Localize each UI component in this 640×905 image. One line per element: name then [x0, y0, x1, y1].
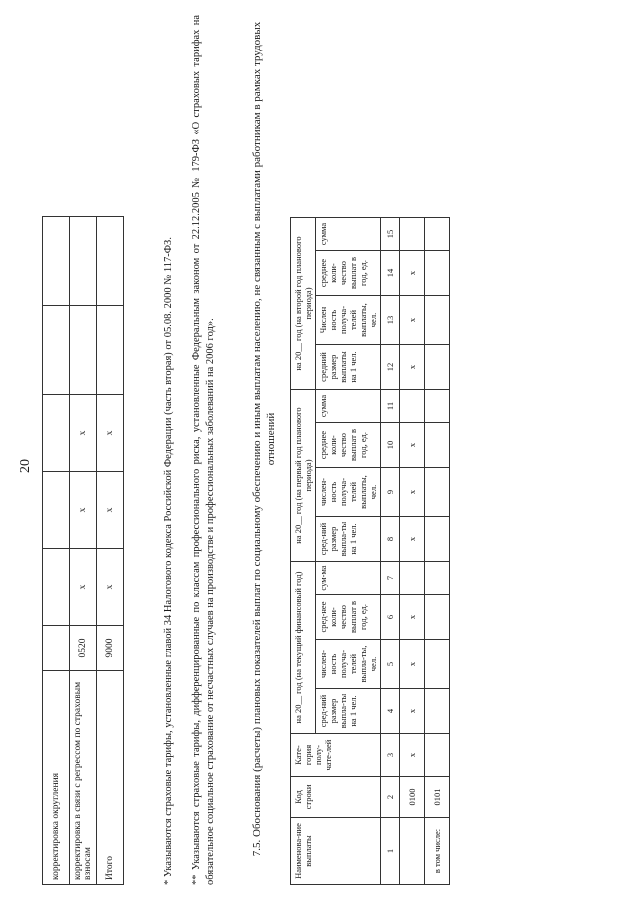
table-cell: x — [97, 549, 124, 626]
subheader-cell: сумма — [316, 218, 381, 251]
table-row — [43, 217, 70, 885]
table-cell — [43, 395, 70, 472]
col-number: 6 — [381, 595, 400, 640]
table-cell — [97, 217, 124, 306]
col-number: 15 — [381, 218, 400, 251]
page-number: 20 — [18, 459, 33, 473]
table-cell: x — [97, 472, 124, 549]
table-cell — [425, 640, 450, 689]
table-row — [97, 217, 124, 885]
subheader-cell: средний размер выплаты на 1 чел. — [316, 345, 381, 390]
footnote-1: * Указываются страховые тарифы, установленные главой 34 Налогового кодекса Российской Федерации (часть вторая) от 05.08. 2000 № 117-ФЗ. — [163, 237, 174, 885]
table-cell — [425, 734, 450, 777]
table-cell — [425, 390, 450, 423]
table-cell: x — [400, 517, 425, 562]
col-number: 12 — [381, 345, 400, 390]
table-cell — [97, 306, 124, 395]
table-cell: x — [400, 345, 425, 390]
header-category: Кате-гория полу-чате-лей — [291, 734, 381, 777]
column-number-row — [381, 218, 400, 885]
table-cell — [425, 595, 450, 640]
table-cell: x — [70, 395, 97, 472]
table-cell: x — [97, 395, 124, 472]
row-name — [400, 818, 425, 885]
table-cell: корректировка округления — [43, 671, 70, 885]
subheader-cell: числен-ность получа-телей выпла-ты, чел. — [316, 640, 381, 689]
col-number: 3 — [381, 734, 400, 777]
table-cell — [400, 390, 425, 423]
subheader-cell: сред-нее коли-чество выплат в год, ед. — [316, 595, 381, 640]
col-number: 1 — [381, 818, 400, 885]
table-cell — [43, 472, 70, 549]
col-number: 11 — [381, 390, 400, 423]
table-cell — [425, 423, 450, 468]
row-code: 0100 — [400, 777, 425, 818]
table-cell: 9000 — [97, 626, 124, 671]
table-row — [70, 217, 97, 885]
subheader-cell: среднее коли-чество выплат в год, ед. — [316, 251, 381, 296]
table-cell — [400, 218, 425, 251]
col-number: 2 — [381, 777, 400, 818]
table-cell — [425, 296, 450, 345]
table-cell: x — [70, 472, 97, 549]
row-name: в том числе: — [425, 818, 450, 885]
table-cell — [425, 345, 450, 390]
subheader-cell: среднее коли-чество выплат в год, ед. — [316, 423, 381, 468]
table-cell — [425, 251, 450, 296]
table-cell: x — [400, 296, 425, 345]
table-cell — [425, 218, 450, 251]
section-heading: 7.5. Обоснования (расчеты) плановых показателей выплат по социальному обеспечению и иным выплатам населению, не связанным с выплатами работникам в рамках трудовых отношений — [251, 21, 277, 857]
header-name: Наименова-ние выплаты — [291, 818, 381, 885]
main-table — [290, 217, 450, 885]
subheader-cell: сумма — [316, 390, 381, 423]
col-number: 14 — [381, 251, 400, 296]
header-code: Код строки — [291, 777, 381, 818]
table-cell: x — [400, 468, 425, 517]
table-cell: x — [400, 734, 425, 777]
row-code: 0101 — [425, 777, 450, 818]
table-cell: корректировка в связи с регрессом по страховым взносам — [70, 671, 97, 885]
table-cell — [43, 626, 70, 671]
subheader-cell: Числен ность получа-телей выплаты, чел. — [316, 296, 381, 345]
table-cell: x — [70, 549, 97, 626]
table-cell — [425, 689, 450, 734]
table-cell — [425, 562, 450, 595]
table-cell — [400, 562, 425, 595]
table-cell — [70, 306, 97, 395]
table-cell — [425, 517, 450, 562]
table-cell: x — [400, 251, 425, 296]
table-row — [400, 218, 425, 885]
footnote-2: ** Указываются страховые тарифы, дифференцированные по классам профессионального риска, установленные Федеральным законом от 22.12.2005 № 179-ФЗ «О страховых тарифах на обязательное социальное страхование от несчастных случаев на производстве и профессиональных заболеваний на 2006 год». — [191, 15, 216, 885]
col-number: 4 — [381, 689, 400, 734]
table-header-row — [291, 218, 316, 885]
table-cell: x — [400, 423, 425, 468]
table-cell: x — [400, 640, 425, 689]
subheader-cell: сум-ма — [316, 562, 381, 595]
subheader-cell: сред-ний размер выпла-ты на 1 чел. — [316, 517, 381, 562]
table-cell: Итого — [97, 671, 124, 885]
subheader-cell: числен-ность получа-телей выплаты, чел. — [316, 468, 381, 517]
header-period-3: на 20__ год (на второй год планового периода) — [291, 218, 316, 390]
table-cell — [43, 549, 70, 626]
col-number: 9 — [381, 468, 400, 517]
table-cell — [43, 306, 70, 395]
col-number: 7 — [381, 562, 400, 595]
table-cell — [425, 468, 450, 517]
table-cell: x — [400, 595, 425, 640]
table-row — [425, 218, 450, 885]
table-cell: 0520 — [70, 626, 97, 671]
table-cell: x — [400, 689, 425, 734]
table-cell — [70, 217, 97, 306]
col-number: 5 — [381, 640, 400, 689]
col-number: 13 — [381, 296, 400, 345]
subheader-cell: сред-ний размер выпла-ты на 1 чел. — [316, 689, 381, 734]
col-number: 10 — [381, 423, 400, 468]
header-period-1: на 20__ год (на текущий финансовый год) — [291, 562, 316, 734]
table-cell — [43, 217, 70, 306]
header-period-2: на 20__ год (на первый год планового периода) — [291, 390, 316, 562]
upper-table — [42, 216, 124, 885]
col-number: 8 — [381, 517, 400, 562]
